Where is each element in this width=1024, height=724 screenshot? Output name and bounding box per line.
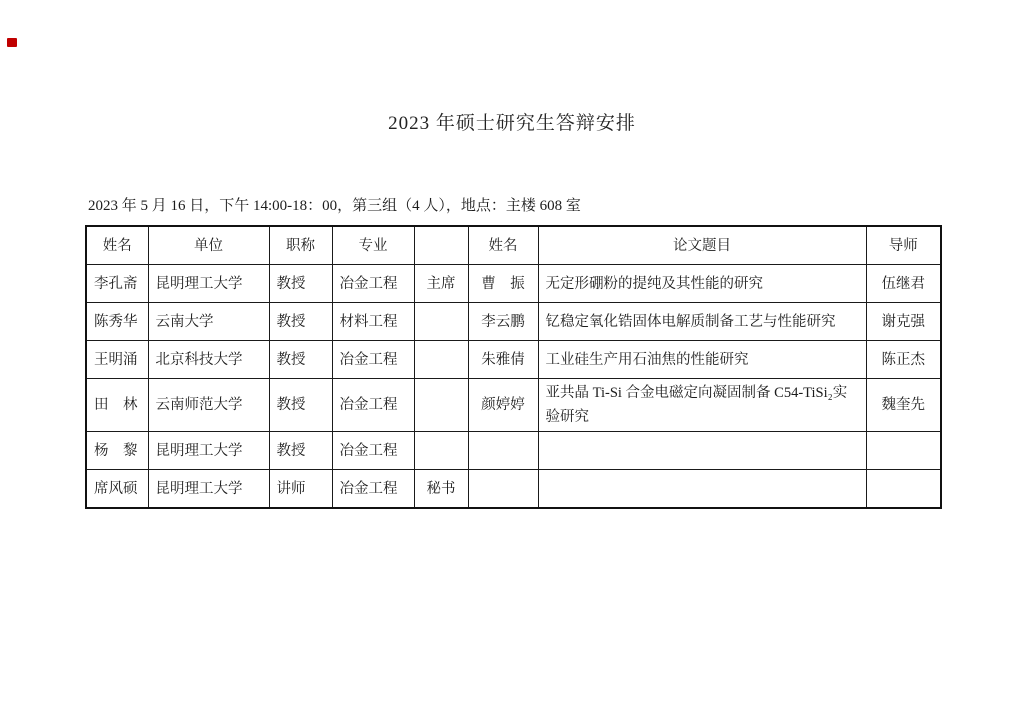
cell-title: 教授 (269, 303, 332, 341)
cell-advisor: 魏奎先 (866, 379, 941, 432)
cell-major: 冶金工程 (332, 379, 414, 432)
cell-committee-name: 王明涌 (86, 341, 148, 379)
cell-title: 教授 (269, 379, 332, 432)
cell-major: 冶金工程 (332, 432, 414, 470)
cell-student-name: 朱雅倩 (468, 341, 538, 379)
cell-title: 讲师 (269, 470, 332, 509)
cell-committee-name: 李孔斋 (86, 265, 148, 303)
table-row (86, 303, 941, 341)
table-header-row (86, 226, 941, 265)
col-header-student-name: 姓名 (468, 226, 538, 265)
cell-role (414, 341, 468, 379)
cell-student-name: 李云鹏 (468, 303, 538, 341)
cell-advisor: 谢克强 (866, 303, 941, 341)
cell-thesis-title: 工业硅生产用石油焦的性能研究 (538, 341, 866, 379)
cell-major: 冶金工程 (332, 341, 414, 379)
table-row (86, 432, 941, 470)
cell-unit: 云南师范大学 (148, 379, 269, 432)
red-marker-icon (7, 38, 17, 47)
cell-title: 教授 (269, 265, 332, 303)
cell-major: 冶金工程 (332, 265, 414, 303)
col-header-name: 姓名 (86, 226, 148, 265)
page-title: 2023 年硕士研究生答辩安排 (388, 113, 636, 134)
table-row (86, 470, 941, 509)
cell-role (414, 303, 468, 341)
cell-unit: 云南大学 (148, 303, 269, 341)
table-row (86, 379, 941, 432)
table-row (86, 226, 941, 265)
cell-thesis-title: 亚共晶 Ti-Si 合金电磁定向凝固制备 C54-TiSi₂实验研究 (538, 379, 866, 432)
col-header-thesis-title: 论文题目 (538, 226, 866, 265)
cell-advisor: 陈正杰 (866, 341, 941, 379)
cell-student-name: 曹 振 (468, 265, 538, 303)
cell-committee-name: 田 林 (86, 379, 148, 432)
cell-student-name: 颜婷婷 (468, 379, 538, 432)
cell-student-name (468, 470, 538, 509)
col-header-unit: 单位 (148, 226, 269, 265)
cell-thesis-title (538, 432, 866, 470)
cell-title: 教授 (269, 432, 332, 470)
cell-advisor (866, 432, 941, 470)
cell-title: 教授 (269, 341, 332, 379)
session-info-line: 2023 年 5 月 16 日，下午 14:00-18：00，第三组（4 人），地点：主楼 608 室 (88, 198, 581, 214)
cell-advisor: 伍继君 (866, 265, 941, 303)
cell-student-name (468, 432, 538, 470)
cell-committee-name: 杨 黎 (86, 432, 148, 470)
cell-role (414, 379, 468, 432)
cell-unit: 昆明理工大学 (148, 470, 269, 509)
col-header-role (414, 226, 468, 265)
cell-unit: 北京科技大学 (148, 341, 269, 379)
defense-schedule-table (85, 225, 942, 509)
table-row (86, 265, 941, 303)
cell-committee-name: 陈秀华 (86, 303, 148, 341)
col-header-title: 职称 (269, 226, 332, 265)
col-header-major: 专业 (332, 226, 414, 265)
col-header-advisor: 导师 (866, 226, 941, 265)
cell-unit: 昆明理工大学 (148, 265, 269, 303)
cell-thesis-title: 无定形硼粉的提纯及其性能的研究 (538, 265, 866, 303)
cell-role: 主席 (414, 265, 468, 303)
cell-committee-name: 席风硕 (86, 470, 148, 509)
cell-unit: 昆明理工大学 (148, 432, 269, 470)
table-body (86, 265, 941, 509)
cell-role (414, 432, 468, 470)
cell-major: 冶金工程 (332, 470, 414, 509)
cell-advisor (866, 470, 941, 509)
cell-thesis-title: 钇稳定氧化锆固体电解质制备工艺与性能研究 (538, 303, 866, 341)
cell-role: 秘书 (414, 470, 468, 509)
table-row (86, 341, 941, 379)
cell-thesis-title (538, 470, 866, 509)
cell-major: 材料工程 (332, 303, 414, 341)
